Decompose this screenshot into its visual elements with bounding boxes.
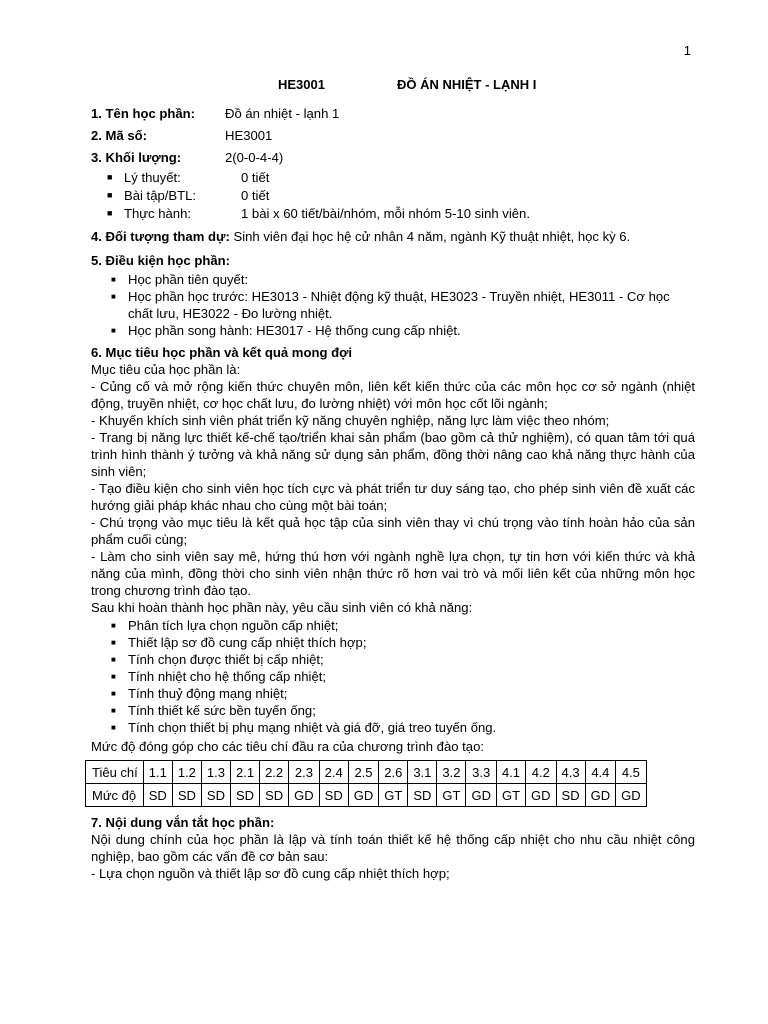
section-summary-heading: 7. Nội dung vắn tắt học phần: — [91, 815, 275, 830]
objectives-intro: Mục tiêu của học phần là: — [91, 362, 241, 377]
table-cell: GD — [616, 784, 647, 807]
table-cell: 2.6 — [379, 761, 408, 784]
table-cell: GT — [496, 784, 525, 807]
sub-field-value: 0 tiết — [241, 188, 270, 203]
table-header-cell: Mức độ — [86, 784, 144, 807]
sub-field-value: 0 tiết — [241, 170, 270, 185]
table-cell: GT — [379, 784, 408, 807]
list-item: ■ Học phần song hành: HE3017 - Hệ thống cung cấp nhiệt. — [91, 322, 695, 339]
table-cell: 4.2 — [526, 761, 557, 784]
list-item: ■ Học phần tiên quyết: — [91, 271, 695, 288]
table-cell: 1.2 — [172, 761, 201, 784]
table-cell: SD — [260, 784, 289, 807]
table-cell: 1.3 — [201, 761, 230, 784]
bullet-icon: ■ — [107, 208, 113, 218]
table-cell: 4.1 — [496, 761, 525, 784]
field-value: HE3001 — [225, 128, 273, 143]
table-cell: 2.1 — [231, 761, 260, 784]
list-item: ■ Học phần học trước: HE3013 - Nhiệt động kỹ thuật, HE3023 - Truyền nhiệt, HE3011 - Cơ học chất lưu, HE3022 - Đo lường nhiệt. — [91, 288, 695, 322]
field-course-name — [91, 105, 695, 127]
list-item: ■ Tính chọn được thiết bị cấp nhiệt; — [91, 651, 695, 668]
sub-field-label: Thực hành: — [124, 206, 191, 221]
objective-paragraph: - Làm cho sinh viên say mê, hứng thú hơn với ngành nghề lựa chọn, tự tin hơn với kiến thức và khả năng của mình, đồng thời cho sinh viên nhận thức rõ hơn vai trò và mối liên kết của những môn học trong chương trình đào tạo. — [91, 549, 695, 598]
summary-paragraph: Nội dung chính của học phần là lập và tính toán thiết kế hệ thống cấp nhiệt cho nhu cầu nhiệt công nghiệp, bao gồm các vấn đề cơ bản sau: — [91, 832, 695, 864]
field-workload — [91, 149, 695, 169]
section-prerequisites-heading: 5. Điều kiện học phần: — [91, 253, 230, 268]
table-cell: 2.5 — [348, 761, 379, 784]
table-cell: 3.3 — [466, 761, 497, 784]
table-cell: 2.2 — [260, 761, 289, 784]
contribution-intro: Mức độ đóng góp cho các tiêu chí đầu ra của chương trình đào tạo: — [91, 739, 484, 754]
section-heading: 4. Đối tượng tham dự: — [91, 229, 230, 244]
objective-paragraph: - Củng cố và mở rộng kiến thức chuyên môn, liên kết kiến thức của các môn học cơ sở ngành (nhiệt động, truyền nhiệt, cơ học chất lưu, đo lường nhiệt) với môn học cốt lõi ngành; — [91, 379, 695, 411]
section-objectives-heading: 6. Mục tiêu học phần và kết quả mong đợi — [91, 345, 353, 360]
list-item: ■ Tính nhiệt cho hệ thống cấp nhiệt; — [91, 668, 695, 685]
field-value: Đồ án nhiệt - lạnh 1 — [225, 106, 340, 121]
field-label: 3. Khối lượng: — [91, 150, 182, 165]
table-cell: GD — [526, 784, 557, 807]
workload-exercise — [91, 187, 695, 205]
outcome-list — [91, 617, 695, 736]
table-cell: GT — [437, 784, 466, 807]
sub-field-label: Bài tập/BTL: — [124, 188, 197, 203]
list-item: ■ Phân tích lựa chọn nguồn cấp nhiệt; — [91, 617, 695, 634]
list-item: ■ Tính thuỷ động mạng nhiệt; — [91, 685, 695, 702]
sub-field-label: Lý thuyết: — [124, 170, 181, 185]
field-value: 2(0-0-4-4) — [225, 150, 284, 165]
section-participants — [91, 228, 695, 245]
table-cell: GD — [289, 784, 320, 807]
table-cell: GD — [585, 784, 616, 807]
table-cell: SD — [143, 784, 172, 807]
table-row-levels — [86, 784, 647, 807]
list-item: ■ Tính chọn thiết bị phụ mạng nhiệt và giá đỡ, giá treo tuyến ống. — [91, 719, 695, 736]
table-cell: 4.4 — [585, 761, 616, 784]
table-cell: 1.1 — [143, 761, 172, 784]
outcomes-intro: Sau khi hoàn thành học phần này, yêu cầu sinh viên có khả năng: — [91, 600, 473, 615]
table-cell: SD — [556, 784, 585, 807]
table-cell: SD — [201, 784, 230, 807]
table-cell: 2.4 — [319, 761, 348, 784]
table-cell: 4.5 — [616, 761, 647, 784]
table-row-criteria — [86, 761, 647, 784]
table-cell: GD — [348, 784, 379, 807]
bullet-icon: ■ — [107, 190, 113, 200]
section-value: Sinh viên đại học hệ cử nhân 4 năm, ngành Kỹ thuật nhiệt, học kỳ 6. — [233, 229, 631, 244]
table-cell: SD — [172, 784, 201, 807]
table-header-cell: Tiêu chí — [86, 761, 144, 784]
field-label: 2. Mã số: — [91, 128, 148, 143]
summary-paragraph: - Lựa chọn nguồn và thiết lập sơ đồ cung cấp nhiệt thích hợp; — [91, 866, 450, 881]
table-cell: 3.2 — [437, 761, 466, 784]
table-cell: SD — [408, 784, 437, 807]
table-cell: SD — [319, 784, 348, 807]
field-course-code — [91, 127, 695, 149]
contribution-table — [85, 760, 647, 807]
page-number: 1 — [683, 43, 691, 58]
table-cell: 4.3 — [556, 761, 585, 784]
field-label: 1. Tên học phần: — [91, 106, 196, 121]
table-cell: GD — [466, 784, 497, 807]
objective-paragraph: - Khuyến khích sinh viên phát triển kỹ năng chuyên nghiệp, năng lực làm việc theo nhóm; — [91, 413, 610, 428]
list-item: ■ Tính thiết kế sức bền tuyến ống; — [91, 702, 695, 719]
table-cell: SD — [231, 784, 260, 807]
prerequisite-list — [91, 271, 695, 339]
objective-paragraph: - Chú trọng vào mục tiêu là kết quả học tập của sinh viên thay vì chú trọng vào tính hoàn hảo của sản phẩm cuối cùng; — [91, 515, 695, 547]
bullet-icon: ■ — [107, 172, 113, 182]
document-body — [91, 105, 695, 882]
workload-theory — [91, 169, 695, 187]
objective-paragraph: - Tạo điều kiện cho sinh viên học tích cực và phát triển tư duy sáng tạo, cho phép sinh viên đề xuất các hướng giải pháp khác nhau cho cùng một bài toán; — [91, 481, 695, 513]
sub-field-value: 1 bài x 60 tiết/bài/nhóm, mỗi nhóm 5-10 sinh viên. — [241, 206, 530, 221]
course-name: ĐỒ ÁN NHIỆT - LẠNH I — [397, 77, 537, 92]
table-cell: 3.1 — [408, 761, 437, 784]
table-cell: 2.3 — [289, 761, 320, 784]
list-item: ■ Thiết lập sơ đồ cung cấp nhiệt thích hợp; — [91, 634, 695, 651]
course-code: HE3001 — [278, 77, 325, 92]
workload-practice — [91, 205, 695, 223]
objective-paragraph: - Trang bị năng lực thiết kế-chế tạo/triển khai sản phẩm (bao gồm cả thử nghiệm), có quan tâm tới quá trình hình thành ý tưởng và khả năng sử dụng sản phẩm, đồng thời nâng cao khả năng thực hành của sinh viên; — [91, 430, 695, 479]
